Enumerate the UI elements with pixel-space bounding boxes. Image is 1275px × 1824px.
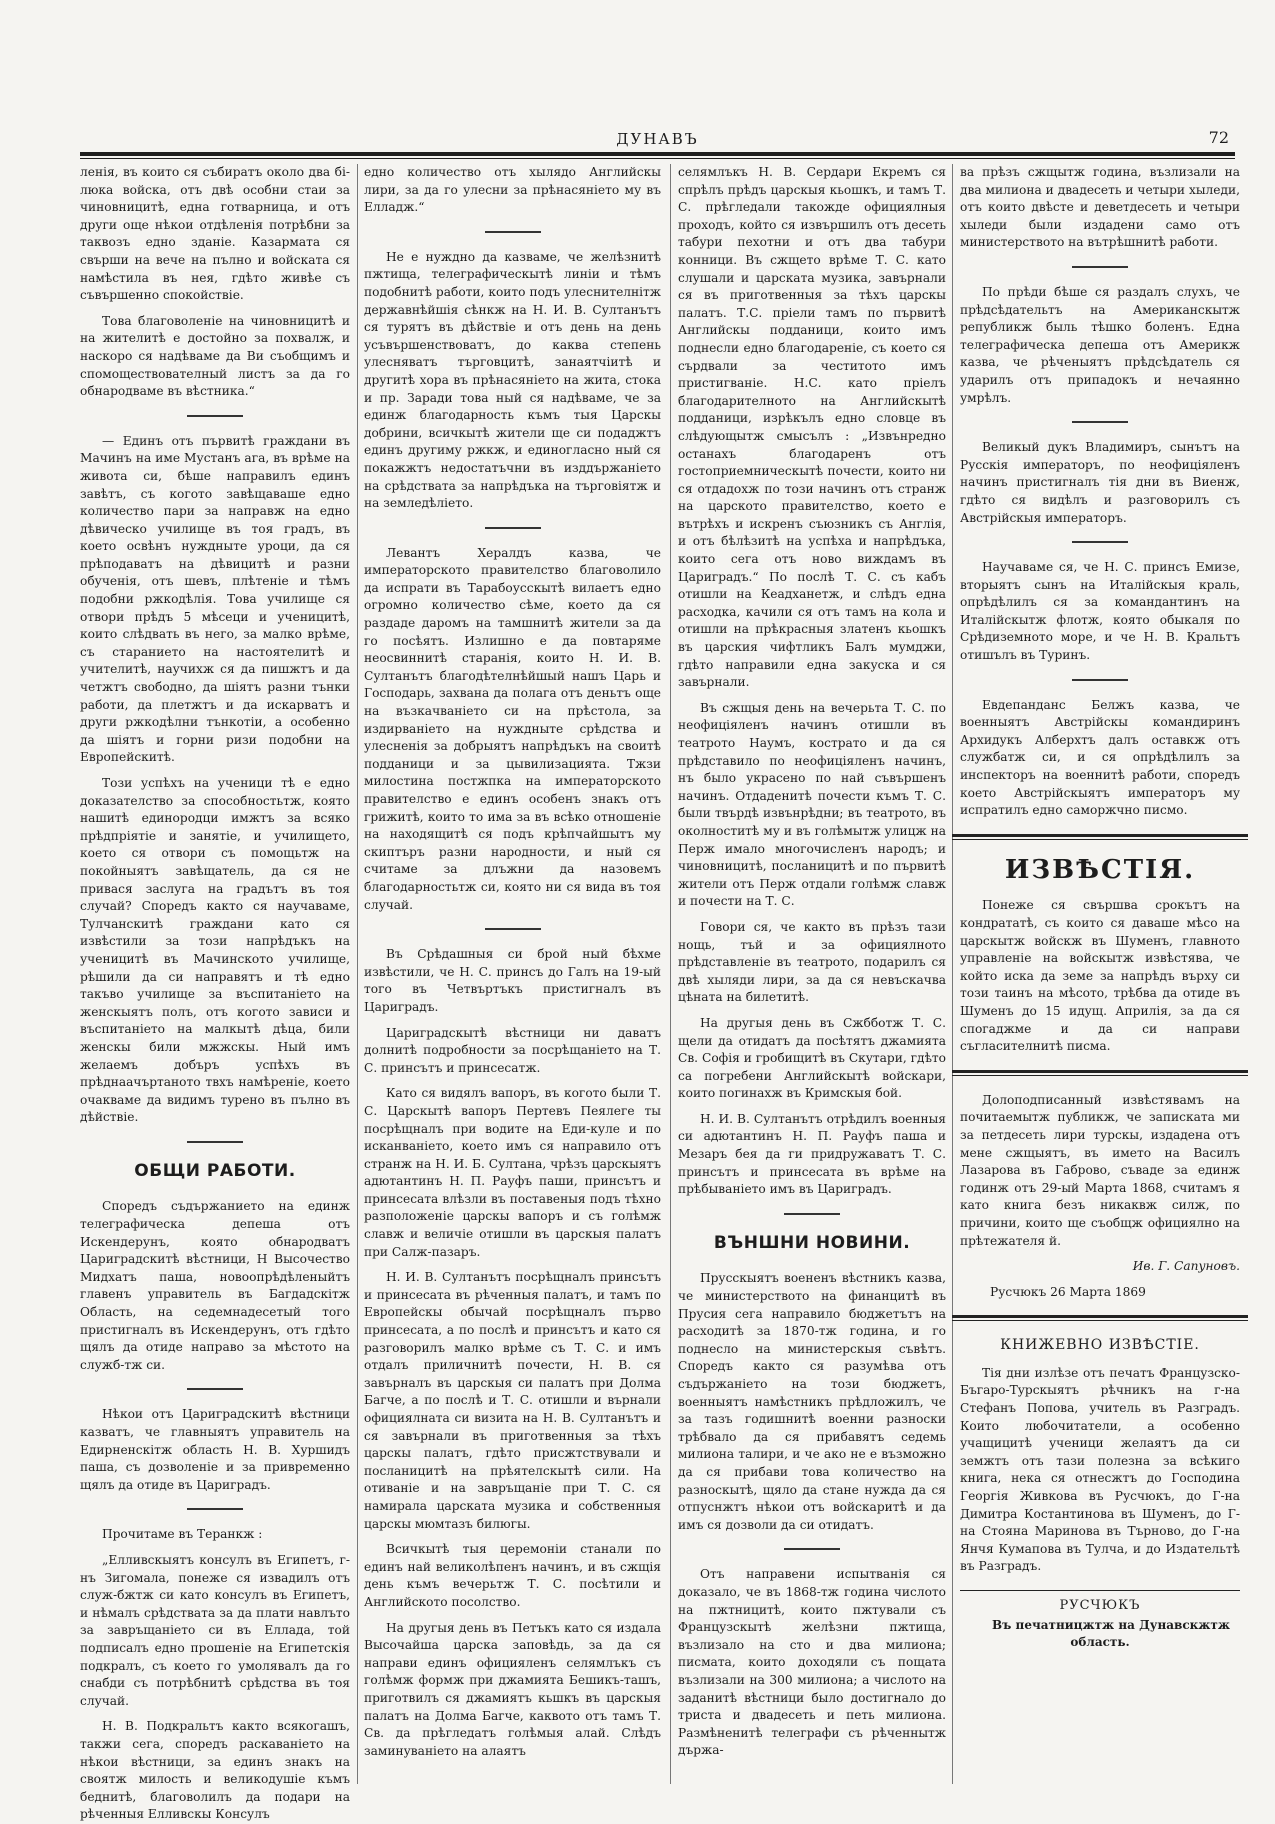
article-paragraph: На другыя день въ Сжбботж Т. С. щели да отидатъ да посѣтятъ джамията Св. Софія и гробищитѣ въ Скутари, гдѣто са погребени Английскытѣ войскари, които погинахж въ Кримскыя бой. [678,1015,946,1101]
article-paragraph: „Елливскыятъ консулъ въ Египетъ, г-нъ Зигомала, понеже ся извадилъ отъ служ-бжтж си като консулъ въ Египетъ, и нѣмалъ срѣдствата за да плати навлъто за завръщаніето си въ Еллада, той подписалъ едно прошеніе на Египетскія подкралъ, съ което го умолявалъ да го снабди съ потрѣбнитѣ срѣдства въ тоя случай. [80,1552,350,1708]
article-paragraph: Н. И. В. Султанътъ отрѣдилъ военныя си адютантинъ Н. П. Рауфъ паша и Мезаръ бея да ги придружаватъ Т. С. принсътъ и принсесата въ врѣме на прѣбываніето имъ въ Цариградъ. [678,1111,946,1197]
article-paragraph: Отъ направени испытванія ся доказало, че въ 1868-тж година числото на пжтницитѣ, които пжтували съ Французскытѣ желѣзни пжтища, възлизало на сто и два милиона; писмата, които доходяли съ пощата възлизали на 300 милиона; а числото на заданитѣ вѣстници было достигнало до триста и двадесеть и петь милиона. Размѣненитѣ телеграфи съ рѣченнытж държа- [678,1567,946,1758]
section-heading-notices: ИЗВѢСТІЯ. [1004,854,1196,885]
article-paragraph: — Единъ отъ първитѣ граждани въ Мачинъ на име Мустанъ ага, въ врѣме на живота си, бѣше направилъ единъ завѣтъ, съ когото завѣщаваше едно количество пари за направж на едно дѣвическо училище въ тоя градъ, въ което освѣнъ нуждныте уроци, да ся прѣподаватъ на дѣвицитѣ и разни обученія, отъ шевъ, плѣтеніе и тѣмъ подобни ржкодѣлія. Това училище ся отвори прѣдъ 5 мѣсеци и ученицитѣ, които слѣдвать въ него, за малко врѣме, съ старанието на настоятелитѣ и учителитѣ, научихж ся да пишжтъ и да четжтъ свободно, да шіятъ разни тънки работи, да плетжтъ и да искарватъ и други ржкодѣлни тънкотіи, а особенно да шіятъ и горни ризи подобни на Европейскитѣ. [80,433,350,765]
notice-paragraph: Тія дни излѣзе отъ печатъ Французско-Бъгаро-Турскыятъ рѣчникъ на г-на Стефанъ Попова, учитель въ Разградъ. Които любочитатели, а особенно учащицитѣ ученици желаятъ да си земжтъ отъ тази полезна за всѣкиго книга, нека ся отнесжтъ до Господина Георгія Живкова въ Русчюкъ, до Г-на Димитра Костантинова въ Шуменъ, до Г-на Стояна Маринова въ Търново, до Г-на Янчя Кумапова въ Тулча, и до Издательтѣ въ Разградъ. [960,1365,1240,1574]
notice-paragraph: Долоподписанный извѣстявамъ на почитаемытж публикж, че записката ми за петдесеть лири турскы, издадена отъ мене сжщыятъ, въ името на Василъ Лазарова въ Габрово, съваде за единж годинж отъ 29-ый Марта 1868, считамъ я като книга безъ никаквж силж, по причини, които ще съобщж официялно на прѣтежателя й. [960,1092,1240,1248]
article-paragraph: Евдепанданс Белжъ казва, че военныятъ Австрійскы командиринъ Архидукъ Алберхтъ далъ оставкж отъ службатж си, и ся опрѣдѣлилъ за инспекторъ на военнитѣ работи, споредъ което Австрійскыятъ императоръ му испратилъ едно саморжчно писмо. [960,697,1240,818]
article-separator [187,1508,243,1510]
article-paragraph: Левантъ Хералдъ казва, че императорското правителство благоволило да испрати въ Тарабоусскытѣ вилаетъ едно огромно количество сѣме, което да ся раздаде даромъ на тамшнитѣ жители за да го посѣятъ. Излишно е да повтаряме неосвиннитѣ старанія, които Н. И. В. Султанътъ благодѣтелнѣйшый нашъ Царь и Господарь, захвана да полага отъ деньтъ още на възкачваніето си на прѣстола, за издирваніето на нуждныте срѣдства и улесненія за добрыятъ напрѣдъкъ на своитѣ подданици и за цывилизацията. Тжзи милостина постжпка на императорското правителство е единъ особенъ знакъ отъ грижитѣ, които то има за въ всѣко отношеніе на находящитѣ ся подъ крѣпчайшытъ му скиптъръ разни народности, и ный ся считаме за длъжни да назовемъ благодарностьтж си, която ни ся вида въ тоя случай. [364,545,661,912]
article-separator [1072,266,1128,268]
article-paragraph: Въ сжщыя день на вечерьта Т. С. по неофиціяленъ начинъ отишли въ театрото Наумъ, кострато и да ся прѣдставило по неофиціяленъ начинъ, нъ было украсено по най съвършенъ начинъ. Отдаденитѣ почести къмъ Т. С. были твърдѣ извънрѣдни; въ театрото, въ околноститѣ му и въ голѣмытж улицж на Перж имало многочисленъ народъ; и чиновницитѣ, посланицитѣ и по първитѣ жители отъ Перж отдали голѣмж славж и почести на Т. С. [678,700,946,909]
article-paragraph: селямлъкъ Н. В. Сердари Екремъ ся спрѣлъ прѣдъ царскыя кьошкъ, и тамъ Т. С. прѣгледали такожде официялныя проходъ, който ся извършилъ отъ десеть табури пехотни и отъ два табури конници. Въ сжщето врѣме Т. С. като слушали и царската музика, завърнали ся въ приготвенныя за тѣхъ царскы палатъ. Т.С. пріели тамъ по първитѣ Английскы подданици, които имъ поднесли едно благодареніе, съ което ся сърдвали за честитото имъ пристигваніе. Н.С. като пріелъ благодарителното на Английскытѣ подданици, изрѣкълъ едно словце въ слѣдующытж смысълъ : „Извънредно останахъ благодаренъ отъ гостоприемническытѣ почести, които ни ся отдадохж по този начинъ отъ странж на царското правителство, което е вътрѣхъ и искренъ съюзникъ съ Англія, и отъ бѣлѣзитѣ на успѣха и напрѣдъка, които сега отъ ново виждамъ въ Цариградъ.“ По послѣ Т. С. съ кабъ отишли на Кеадханетж, и слѣдъ една расходка, качили ся отъ тамъ на кола и отишли на прѣкрасныя златенъ кьошкъ въ царския чифтликъ Балъ мумджи, гдѣто направили една закуска и ся завърнали. [678,165,946,690]
article-separator [1072,421,1128,423]
notice-date: Русчюкъ 26 Марта 1869 [990,1284,1146,1299]
column-1 [80,164,350,1822]
section-heading-literary-notice: КНИЖЕВНО ИЗВѢСТІЕ. [1000,1337,1200,1354]
masthead [80,128,1235,154]
article-paragraph: Въ Срѣдашныя си брой ный бѣхме извѣстили, че Н. С. принсъ до Галъ на 19-ый того въ Четвъртъкъ пристигналъ въ Цариградъ. [364,947,661,1014]
article-paragraph: Този успѣхъ на ученици тѣ е едно доказателство за способностьтж, която нашитѣ единородци имжтъ за всяко прѣдпріятіе и занятіе, и училището, което ся отвори съ помощьтж на покойныятъ завѣщатель, да ся не привася заслуга на градътъ въ тоя случай? Споредъ както ся научаваме, Тулчанскитѣ граждани като ся извѣстили за този напрѣдъкъ на ученицитѣ въ Мачинското училище, рѣшили да си направятъ и тѣ едно такъво училище за въспитаніето на женскыятъ полъ, отъ когото зависи и въспитаніето на малкытѣ дѣца, били женскы били мжжскы. Ный имъ желаемъ добъръ успѣхъ въ прѣднаачъртаното твхъ намѣреніе, което очакваме да видимъ турено въ пълно въ дѣйствіе. [80,776,350,1125]
article-paragraph: Прочитаме въ Теранкж : [102,1527,263,1542]
column-3 [678,164,946,1784]
article-separator [1072,679,1128,681]
article-paragraph: Говори ся, че както въ прѣзъ тази нощь, тъй и за официялното прѣдставленіе въ театрото, подарилъ ся двѣ хыляди лири, за да ся невъскачва цѣната на билетитѣ. [678,919,946,1005]
article-paragraph: Споредъ съдържанието на единж телеграфическа депеша отъ Искендерунъ, която обнародватъ Цариградскитѣ вѣстници, Н Высочество Мидхатъ паша, новоопрѣдѣленыйтъ главенъ управитель въ Багдадскітж Область, на седемнадесетый того пристигналъ въ Искендерунъ, отъ гдѣто щялъ да отиде направо за мѣстото на служб-тж си. [80,1199,350,1372]
article-separator [784,1213,840,1215]
imprint-text: Въ печатницжтж на Дунавскжтж область. [992,1617,1230,1650]
article-paragraph: едно количество отъ хылядо Английскы лири, за да го улесни за прѣнасяніето му въ Елладж.“ [364,165,661,215]
section-double-rule [952,1070,1248,1076]
section-double-rule [952,834,1248,840]
article-separator [485,928,541,930]
imprint-place: РУСЧЮКЪ [1059,1598,1141,1613]
article-paragraph: ва прѣзъ сжщытж година, възлизали на два милиона и двадесеть и четыри хыледи, отъ които двѣсте и деветдесеть и четыри хыледи были издадени само отъ министерството на вътрѣшнитѣ работи. [960,165,1240,250]
article-paragraph: Всичкытѣ тыя церемоніи станали по единъ най великолѣпенъ начинъ, и въ сжщія день къмъ вечерьтж Т. С. посѣтили и Английското посолство. [364,1542,661,1609]
article-separator [784,1548,840,1550]
section-double-rule [952,1315,1248,1321]
notice-paragraph: Понеже ся свършва срокътъ на кондрататѣ, съ които ся даваше мѣсо на царскытж войскж въ Шуменъ, главното управленіе на войскытж извѣстява, че който иска да земе за напрѣдъ върху си този таинъ на мѣсото, трѣбва да отиде въ Шуменъ до 15 идущ. Априлія, за да ся спогаджме и да си направи съгласителнитѣ писма. [960,898,1240,1054]
article-paragraph: Н. В. Подкральтъ както всякогашъ, такжи сега, споредъ раскаваніето на нѣкои вѣстници, за единъ знакъ на своятж милость и великодушіе къмъ беднитѣ, благоволилъ да подари на рѣченныя Елливскы Консулъ [80,1719,350,1822]
article-separator [1072,541,1128,543]
article-paragraph: ленія, въ които ся събиратъ около два бі-люка войска, отъ двѣ особни стаи за чиновницитѣ, една готварница, и отъ други още нѣкои отдѣленія потрѣбни за таквозъ едно зданіе. Казармата ся свърши на вече на пълно и войската ся намѣстила въ нея, гдѣто живѣе съ съвършенно спокойствіе. [80,165,350,303]
article-paragraph: Цариградскытѣ вѣстници ни даватъ долнитѣ подробности за посрѣщаніето на Т. С. принсътъ и принсесатж. [364,1025,661,1075]
article-paragraph: Като ся видялъ вапоръ, въ когото были Т. С. Царскытѣ вапоръ Пертевъ Пеялеге ты посрѣщналъ при водите на Еди-куле и по исканваніето, което имъ ся направило отъ странж на Н. И. Б. Султана, чрѣзъ царскыятъ адютантинъ Н. П. Рауфъ паши, принсътъ и принсесата влѣзли въ поставеныя подъ тѣхно разположеніе царскы вапоръ и съ голѣмж славж и величіе отишли въ царскыя палатъ при Салж-пазаръ. [364,1086,661,1259]
article-separator [187,415,243,417]
article-paragraph: Научаваме ся, че Н. С. принсъ Емизе, вторыятъ сынъ на Италійскыя краль, опрѣдѣлилъ ся за командантинъ на Италійскытж флотж, която обыкаля по Срѣдиземното море, и че Н. В. Кральтъ отишълъ въ Туринъ. [960,560,1240,663]
newspaper-title: ДУНАВЪ [616,130,699,148]
article-separator [187,1141,243,1143]
column-divider [952,164,953,1784]
article-paragraph: Прусскыятъ воененъ вѣстникъ казва, че министерството на финанцитѣ въ Прусия сега направило бюджетътъ на расходитѣ за 1870-тж година, и го поднесло на министерскыя съвѣтъ. Споредъ както ся разумѣва отъ съдържаніето на този бюджетъ, военныятъ намѣстникъ прѣдложилъ, че за тазъ годишнитѣ военни разноски трѣбвало да ся прибавятъ седемь милиона талири, и че ако не е възможно да ся прибави това количество на разноскытѣ, щяло да стане нужда да ся отпуснжтъ нѣкои отъ войскаритѣ и да имъ ся дозволи да си отидатъ. [678,1271,946,1532]
article-paragraph: Нѣкои отъ Цариградскитѣ вѣстници казватъ, че главныятъ управитель на Едирненскітж область Н. В. Хуршидъ паша, съ дозволеніе и за привременно щялъ да отиде въ Цариградъ. [80,1407,350,1492]
section-heading-foreign-news: ВЪНШНИ НОВИНИ. [713,1232,911,1253]
column-2 [364,164,661,1784]
article-paragraph: На другыя день въ Петъкъ като ся издала Высочайша царска заповѣдь, за да ся направи единъ официяленъ селямлъкъ съ голѣмж формж при джамията Бешикъ-ташъ, приготвилъ ся джамиятъ кьшкъ въ царскыя палатъ на Долма Багче, каквото отъ тамъ Т. Св. да прѣгледатъ голѣмыя алай. Слѣдъ заминуваніето на алаятъ [364,1620,661,1758]
column-divider [357,164,358,1784]
masthead-rule [80,152,1235,156]
article-paragraph: Не е нуждно да казваме, че желѣзнитѣ пжтища, телеграфическытѣ линіи и тѣмъ подобнитѣ работи, които подъ улеснителнітж державнѣйшія сѣнкж на Н. И. В. Султанътъ ся турятъ въ дѣйствіе и отъ день на день усъвършенствоватъ, до каква степень улесняватъ търговцитѣ, занаятчіитѣ и другитѣ хора въ прѣнасяніето на жита, стока и пр. Заради това ный ся надѣваме, че за единж благодарность къмъ тыя Царскы добрини, всичкытѣ жители ще си подаджтъ единъ другиму ржкж, и единогласно ный ся покажжтъ недостатъчни въ изддържаніето на срѣдствата за напрѣдъка на търговіятж и на земледѣліето. [364,249,661,511]
section-heading-general-affairs: ОБЩИ РАБОТИ. [134,1160,296,1181]
imprint-rule [960,1590,1240,1591]
notice-signature: Ив. Г. Сапуновъ. [1132,1259,1240,1274]
column-4 [960,164,1240,1784]
article-paragraph: По прѣди бѣше ся раздалъ слухъ, че прѣдсѣдательтъ на Американскытж републикж быль тѣшко боленъ. Една телеграфическа депеша отъ Америкж казва, че рѣченыятъ прѣдсѣдатель ся ударилъ отъ припадокъ и нечаянно умрѣлъ. [960,284,1240,405]
article-separator [187,1388,243,1390]
article-paragraph: Н. И. В. Султанътъ посрѣщналъ принсътъ и принсесата въ рѣченныя палатъ, и тамъ по Европейскы обычай посрѣщналъ първо принсесата, а по послѣ и принсътъ и като ся разговорилъ малко врѣме съ Т. С. и имъ отдалъ приличнитѣ почести, Н. В. ся завърналъ въ царскыя си палатъ при Долма Багче, а по послѣ и Т. С. отишли и върнали официялната си визита на Н. В. Султанътъ и ся завърнали въ приготвенныя за тѣхъ царскы палатъ, гдѣто присжтствували и посланицитѣ на прѣятелскытѣ сили. На отиваніе и на завръщаніе при Т. С. ся намирала царската музика и собственныя царскы мюмтазъ билюгы. [364,1270,661,1531]
article-separator [485,527,541,529]
article-paragraph: Великый дукъ Владимиръ, сынътъ на Русскія императоръ, по неофиціяленъ начинъ пристигналъ тія дни въ Виенж, гдѣто ся видѣлъ и разговорилъ съ Австрійскыя императоръ. [960,440,1240,525]
page-number: 72 [1208,128,1229,147]
article-paragraph: Това благоволеніе на чиновницитѣ и на жителитѣ е достойно за похвалж, и наскоро ся надѣваме да Ви съобщимъ и спомоществователный листъ за да го обнародваме въ вѣстника.“ [80,313,350,399]
column-divider [670,164,671,1784]
masthead-rule-thin [80,158,1235,159]
article-separator [485,231,541,233]
